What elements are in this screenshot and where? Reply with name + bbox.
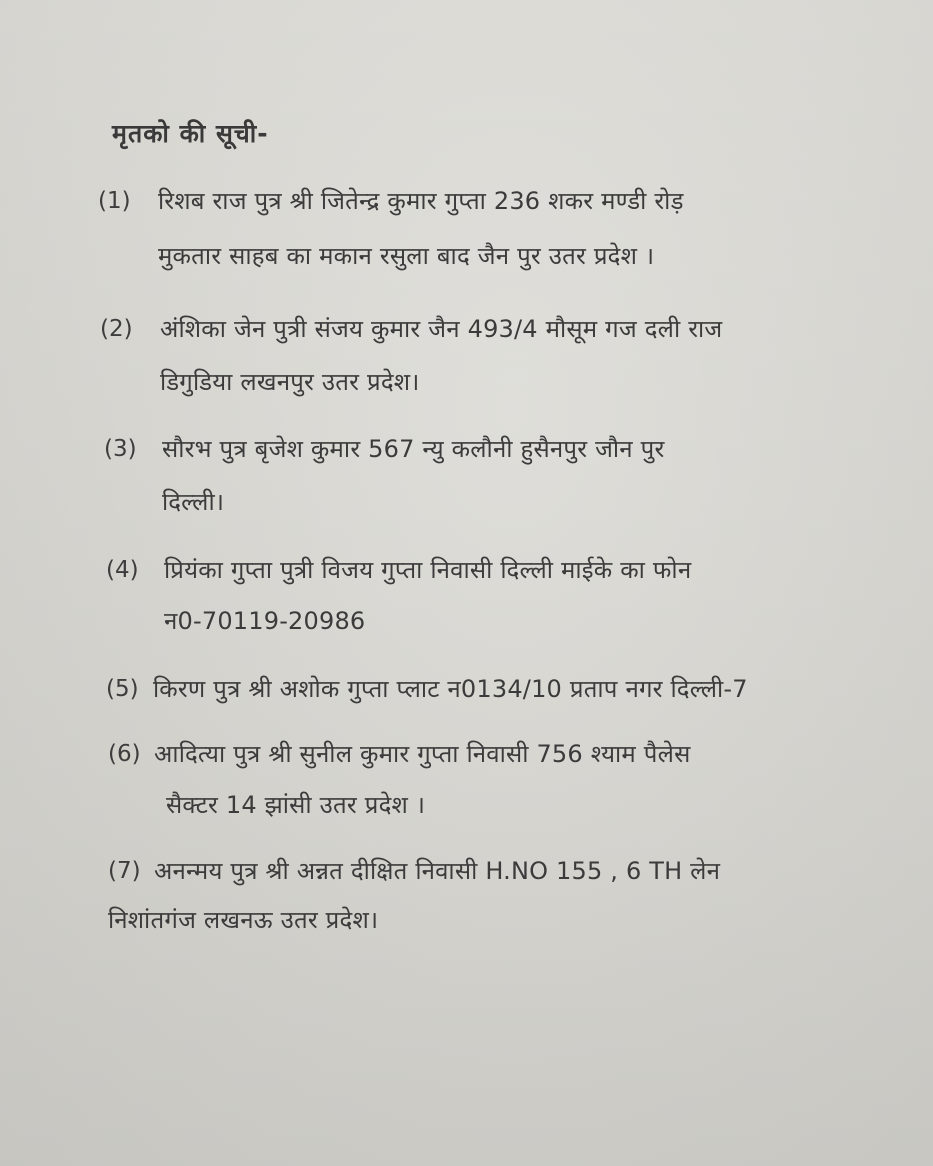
item-number: (2) <box>100 316 133 342</box>
item-text-line-2: सैक्टर 14 झांसी उतर प्रदेश । <box>166 791 426 819</box>
item-text-line-1: रिशब राज पुत्र श्री जितेन्द्र कुमार गुप्ता 236 शकर मण्डी रोड़ <box>158 187 684 215</box>
item-text-line-1: आदित्या पुत्र श्री सुनील कुमार गुप्ता निवासी 756 श्याम पैलेस <box>154 740 691 768</box>
item-number: (6) <box>108 741 141 767</box>
item-text-line-1: सौरभ पुत्र बृजेश कुमार 567 न्यु कलौनी हुसैनपुर जौन पुर <box>162 435 665 463</box>
item-number: (5) <box>106 676 139 702</box>
item-text-line-2: डिगुडिया लखनपुर उतर प्रदेश। <box>160 368 420 396</box>
item-text-line-2: न0-70119-20986 <box>164 607 366 635</box>
item-number: (1) <box>98 188 131 214</box>
item-text-line-2: दिल्ली। <box>162 488 225 516</box>
item-number: (4) <box>106 557 139 583</box>
list-heading: मृतको की सूची- <box>112 119 269 148</box>
item-text-line-1: अंशिका जेन पुत्री संजय कुमार जैन 493/4 मौसूम गज दली राज <box>160 315 723 343</box>
item-text-line-1: किरण पुत्र श्री अशोक गुप्ता प्लाट न0134/10 प्रताप नगर दिल्ली-7 <box>153 675 748 703</box>
item-number: (3) <box>104 436 137 462</box>
item-text-line-1: प्रियंका गुप्ता पुत्री विजय गुप्ता निवासी दिल्ली माईके का फोन <box>164 556 692 584</box>
item-text-line-2: निशांतगंज लखनऊ उतर प्रदेश। <box>108 906 379 934</box>
item-number: (7) <box>108 858 141 884</box>
item-text-line-1: अनन्मय पुत्र श्री अन्नत दीक्षित निवासी H.NO 155 , 6 TH लेन <box>154 857 721 885</box>
item-text-line-2: मुकतार साहब का मकान रसुला बाद जैन पुर उतर प्रदेश । <box>158 242 655 270</box>
